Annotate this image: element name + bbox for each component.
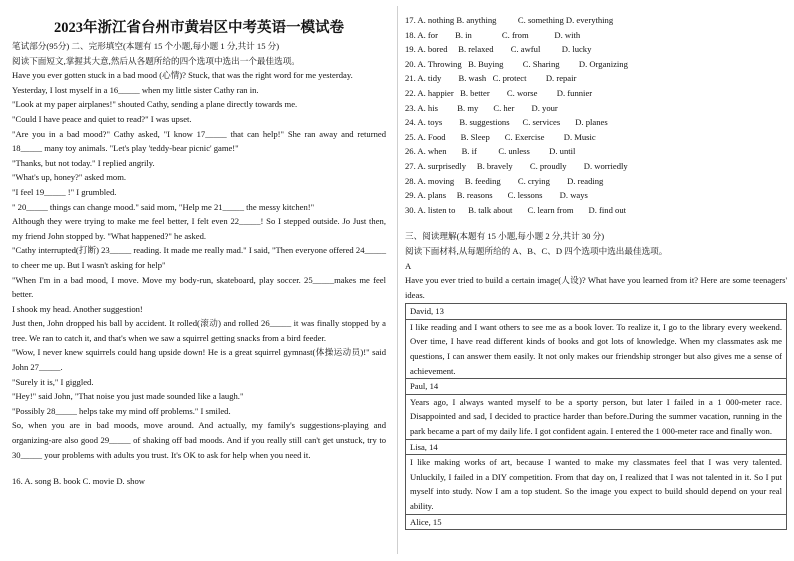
cloze-paragraph: Yesterday, I lost myself in a 16_____ when my little sister Cathy ran in.: [12, 84, 259, 95]
question-27-options: 27. A. surprisedly B. bravely C. proudly D. worriedly: [405, 160, 628, 171]
entry-name: Alice, 15: [410, 516, 442, 527]
left-column: [12, 0, 386, 489]
right-column: [405, 13, 787, 530]
question-18-options: 18. A. for B. in C. from D. with: [405, 29, 581, 40]
cloze-paragraph: "Could I have peace and quiet to read?" I was upset.: [12, 113, 192, 124]
question-19-options: 19. A. bored B. relaxed C. awful D. lucky: [405, 44, 592, 55]
cloze-instructions: 阅读下面短文,掌握其大意,然后从各题所给的四个选项中选出一个最佳选项。: [12, 55, 300, 66]
column-divider: [397, 6, 398, 554]
cloze-paragraph: So, when you are in bad moods, move around. And actually, my family's suggestions-playing and organizing-are also good 29_____ of shaking off bad moods. And if you really still can't get unstuck, try to 30_____ your problems with adults you trust. It's OK to ask for help when you need it.: [12, 420, 386, 460]
question-29-options: 29. A. plans B. reasons C. lessons D. ways: [405, 190, 588, 201]
page-title: 2023年浙江省台州市黄岩区中考英语一模试卷: [54, 20, 344, 36]
cloze-paragraph: " 20_____ things can change mood." said mom, "Help me 21_____ the messy kitchen!": [12, 201, 315, 212]
question-26-options: 26. A. when B. if C. unless D. until: [405, 146, 576, 157]
cloze-paragraph: "When I'm in a bad mood, I move. Move my body-run, skateboard, play soccer. 25_____makes me feel better.: [12, 274, 386, 300]
cloze-paragraph: "Cathy interrupted(打断) 23_____ reading. It made me really mad." I said, "Then everyone offered 24_____ to cheer me up. But I wasn't asking for help": [12, 245, 386, 270]
cloze-paragraph: "Surely it is," I giggled.: [12, 376, 94, 387]
question-16-options: 16. A. song B. book C. movie D. show: [12, 476, 145, 487]
passage-intro: Have you ever tried to build a certain image(人设)? What have you learned from it? Here are some teenagers' ideas.: [405, 275, 787, 300]
entry-name: Lisa, 14: [406, 440, 786, 456]
teen-ideas-table: [405, 303, 787, 530]
entry-text: I like reading and I want others to see me as a book lover. To realize it, I go to the library every weekend. Over time, I have read different kinds of books and got lots of knowledge. When my classmates ask me questions, I can answer them easily. It not only makes our friendship stronger but also gives me a sense of achievement.: [406, 320, 786, 379]
question-30-options: 30. A. listen to B. talk about C. learn from D. find out: [405, 204, 627, 215]
question-24-options: 24. A. toys B. suggestions C. services D. planes: [405, 117, 608, 128]
passage-label: A: [405, 260, 412, 271]
cloze-paragraph: Have you ever gotten stuck in a bad mood (心情)? Stuck, that was the right word for me yesterday.: [12, 70, 353, 81]
reading-instructions: 阅读下面材料,从每题所给的 A、B、C、D 四个选项中选出最佳选项。: [405, 245, 668, 256]
question-25-options: 25. A. Food B. Sleep C. Exercise D. Music: [405, 131, 596, 142]
question-21-options: 21. A. tidy B. wash C. protect D. repair: [405, 73, 577, 84]
cloze-paragraph: "Hey!" said John, "That noise you just made sounded like a laugh.": [12, 391, 244, 402]
section-heading-cloze: 笔试部分(95分) 二、完形填空(本题有 15 个小题,每小题 1 分,共计 15 分): [12, 41, 280, 51]
entry-text: I like making works of art, because I wanted to make my classmates feel that I was very talented. Unluckily, I failed in a DIY competition. From that day on, I realized that I was not talented in it. So I put myself into study. Now I am a top student. So the image you expect to build should depend on your real ability.: [406, 455, 786, 514]
entry-name: David, 13: [406, 304, 786, 320]
question-28-options: 28. A. moving B. feeding C. crying D. reading: [405, 175, 604, 186]
question-22-options: 22. A. happier B. better C. worse D. funnier: [405, 87, 593, 98]
cloze-paragraph: "Look at my paper airplanes!" shouted Cathy, sending a plane directly towards me.: [12, 99, 298, 110]
cloze-paragraph: "Are you in a bad mood?" Cathy asked, "I know 17_____ that can help!" She ran away and returned 18_____ many toy animals. "Let's play 'teddy-bear picnic' game!": [12, 128, 386, 154]
cloze-paragraph: Although they were trying to make me feel better, I felt even 22_____! So I stepped outside. Jo Just then, my friend John stopped by. "What happened?" he asked.: [12, 216, 386, 241]
entry-name: Paul, 14: [406, 379, 786, 395]
section-heading-reading: 三、阅读理解(本题有 15 小题,每小题 2 分,共计 30 分): [405, 231, 605, 242]
cloze-paragraph: "I feel 19_____ !" I grumbled.: [12, 186, 117, 197]
cloze-paragraph: "Possibly 28_____ helps take my mind off problems." I smiled.: [12, 405, 231, 416]
question-17-options: 17. A. nothing B. anything C. something D. everything: [405, 15, 614, 25]
cloze-paragraph: "What's up, honey?" asked mom.: [12, 172, 127, 183]
entry-text: Years ago, I always wanted myself to be a sporty person, but later I failed in a 1 000-meter race. Disappointed and sad, I decided to practice harder than before.During the summer vacation, running in the park became a part of my daily life. I got confident again. I entered the 1 000-meter race and finally won.: [406, 395, 786, 440]
question-23-options: 23. A. his B. my C. her D. your: [405, 102, 558, 113]
cloze-paragraph: I shook my head. Another suggestion!: [12, 303, 143, 314]
cloze-paragraph: "Wow, I never knew squirrels could hang upside down! He is a great squirrel gymnast(体操运动员)!" said John 27_____.: [12, 347, 386, 373]
question-20-options: 20. A. Throwing B. Buying C. Sharing D. Organizing: [405, 58, 628, 69]
cloze-paragraph: Just then, John dropped his ball by accident. It rolled(滚动) and rolled 26_____ it was finally stopped by a tree. We ran to catch it, and that's when we saw a squirrel getting snacks from a bird feeder.: [12, 318, 386, 343]
cloze-paragraph: "Thanks, but not today." I replied angrily.: [12, 157, 155, 168]
